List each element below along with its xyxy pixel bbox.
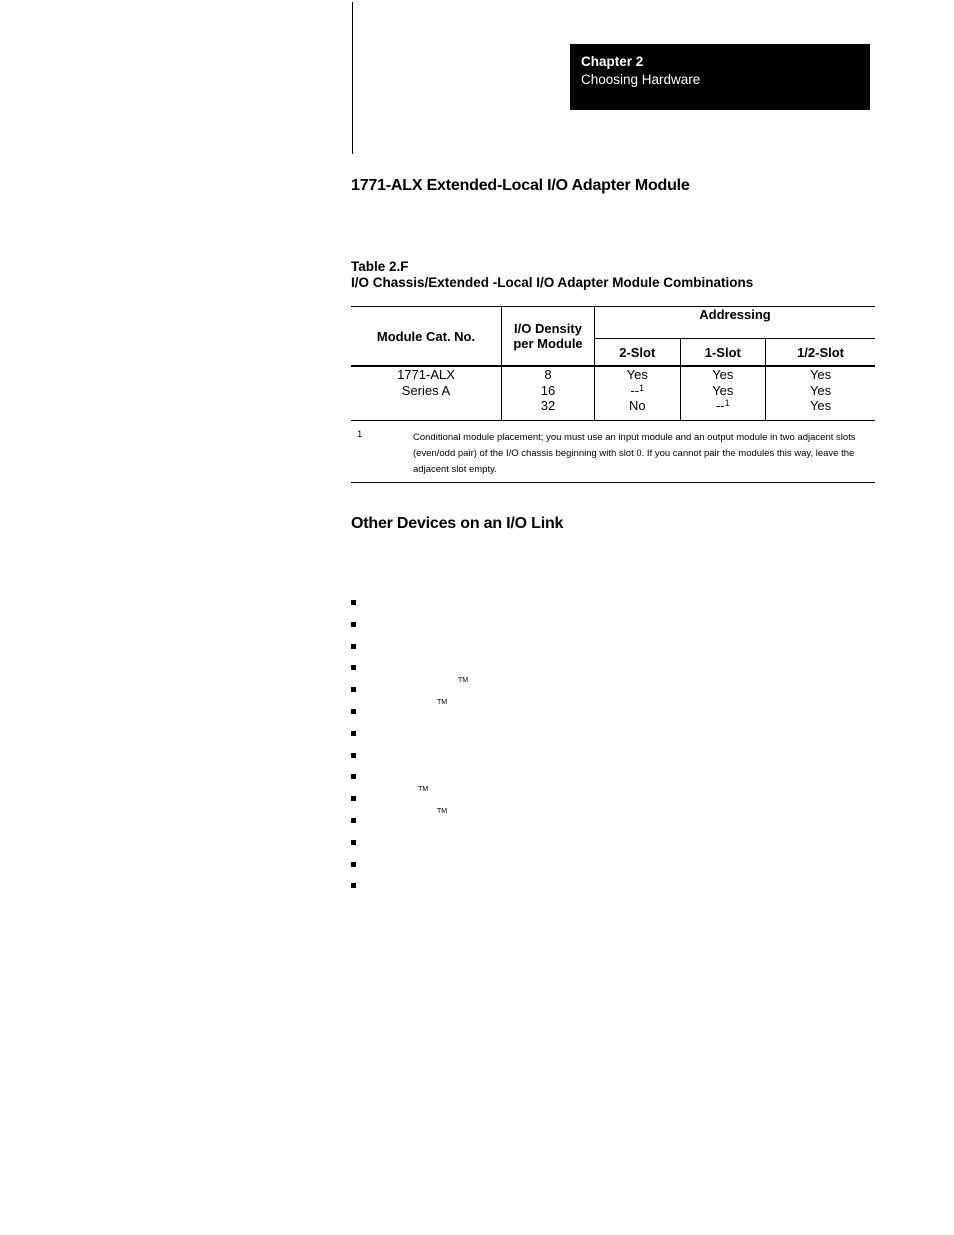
bullet-icon (351, 600, 356, 605)
bullet-icon (351, 862, 356, 867)
section-heading-alx: 1771-ALX Extended-Local I/O Adapter Module (351, 177, 690, 194)
bullet-icon (351, 731, 356, 736)
bullet-icon (351, 644, 356, 649)
bullet-icon (351, 818, 356, 823)
header-io-density: I/O Density per Module (502, 307, 595, 367)
table-title: I/O Chassis/Extended -Local I/O Adapter Module Combinations (351, 275, 754, 290)
bullet-icon (351, 665, 356, 670)
bullet-icon (351, 622, 356, 627)
header-1-slot: 1-Slot (680, 339, 766, 367)
trademark-mark: TM (458, 677, 469, 685)
chapter-title: Choosing Hardware (581, 72, 701, 87)
chapter-number: Chapter 2 (581, 54, 644, 69)
cell-2-slot: Yes --$^1$ No (595, 366, 681, 421)
bullet-icon (351, 687, 356, 692)
margin-rule (352, 2, 353, 154)
header-module-cat-no: Module Cat. No. (351, 307, 502, 367)
bullet-icon (351, 883, 356, 888)
cell-1-slot: Yes Yes --$^1$ (680, 366, 766, 421)
bullet-icon (351, 840, 356, 845)
trademark-mark: TM (418, 786, 429, 794)
cell-density: 8 16 32 (502, 366, 595, 421)
table-number: Table 2.F (351, 259, 409, 274)
table-caption (351, 259, 753, 291)
table-row (351, 366, 875, 421)
section-heading-other-devices: Other Devices on an I/O Link (351, 515, 564, 532)
footnote-text: Conditional module placement; you must use an input module and an output module in two adjacent slots (even/odd pair) of the I/O chassis beginning with slot 0. If you cannot pair the modules this way, leave the adjacent slot empty. (413, 432, 856, 475)
header-addressing: Addressing (595, 307, 876, 339)
header-half-slot: 1/2-Slot (766, 339, 875, 367)
footnote-mark: 1 (357, 429, 363, 440)
trademark-mark: TM (437, 807, 448, 815)
cell-module: 1771-ALX Series A (351, 366, 502, 421)
table-footnote (351, 426, 875, 483)
bullet-icon (351, 709, 356, 714)
bullet-icon (351, 796, 356, 801)
cell-half-slot: Yes Yes Yes (766, 366, 875, 421)
chapter-tab (570, 44, 870, 110)
bullet-icon (351, 753, 356, 758)
bullet-icon (351, 774, 356, 779)
trademark-mark: TM (437, 698, 448, 706)
header-2-slot: 2-Slot (595, 339, 681, 367)
combination-table (351, 306, 875, 421)
